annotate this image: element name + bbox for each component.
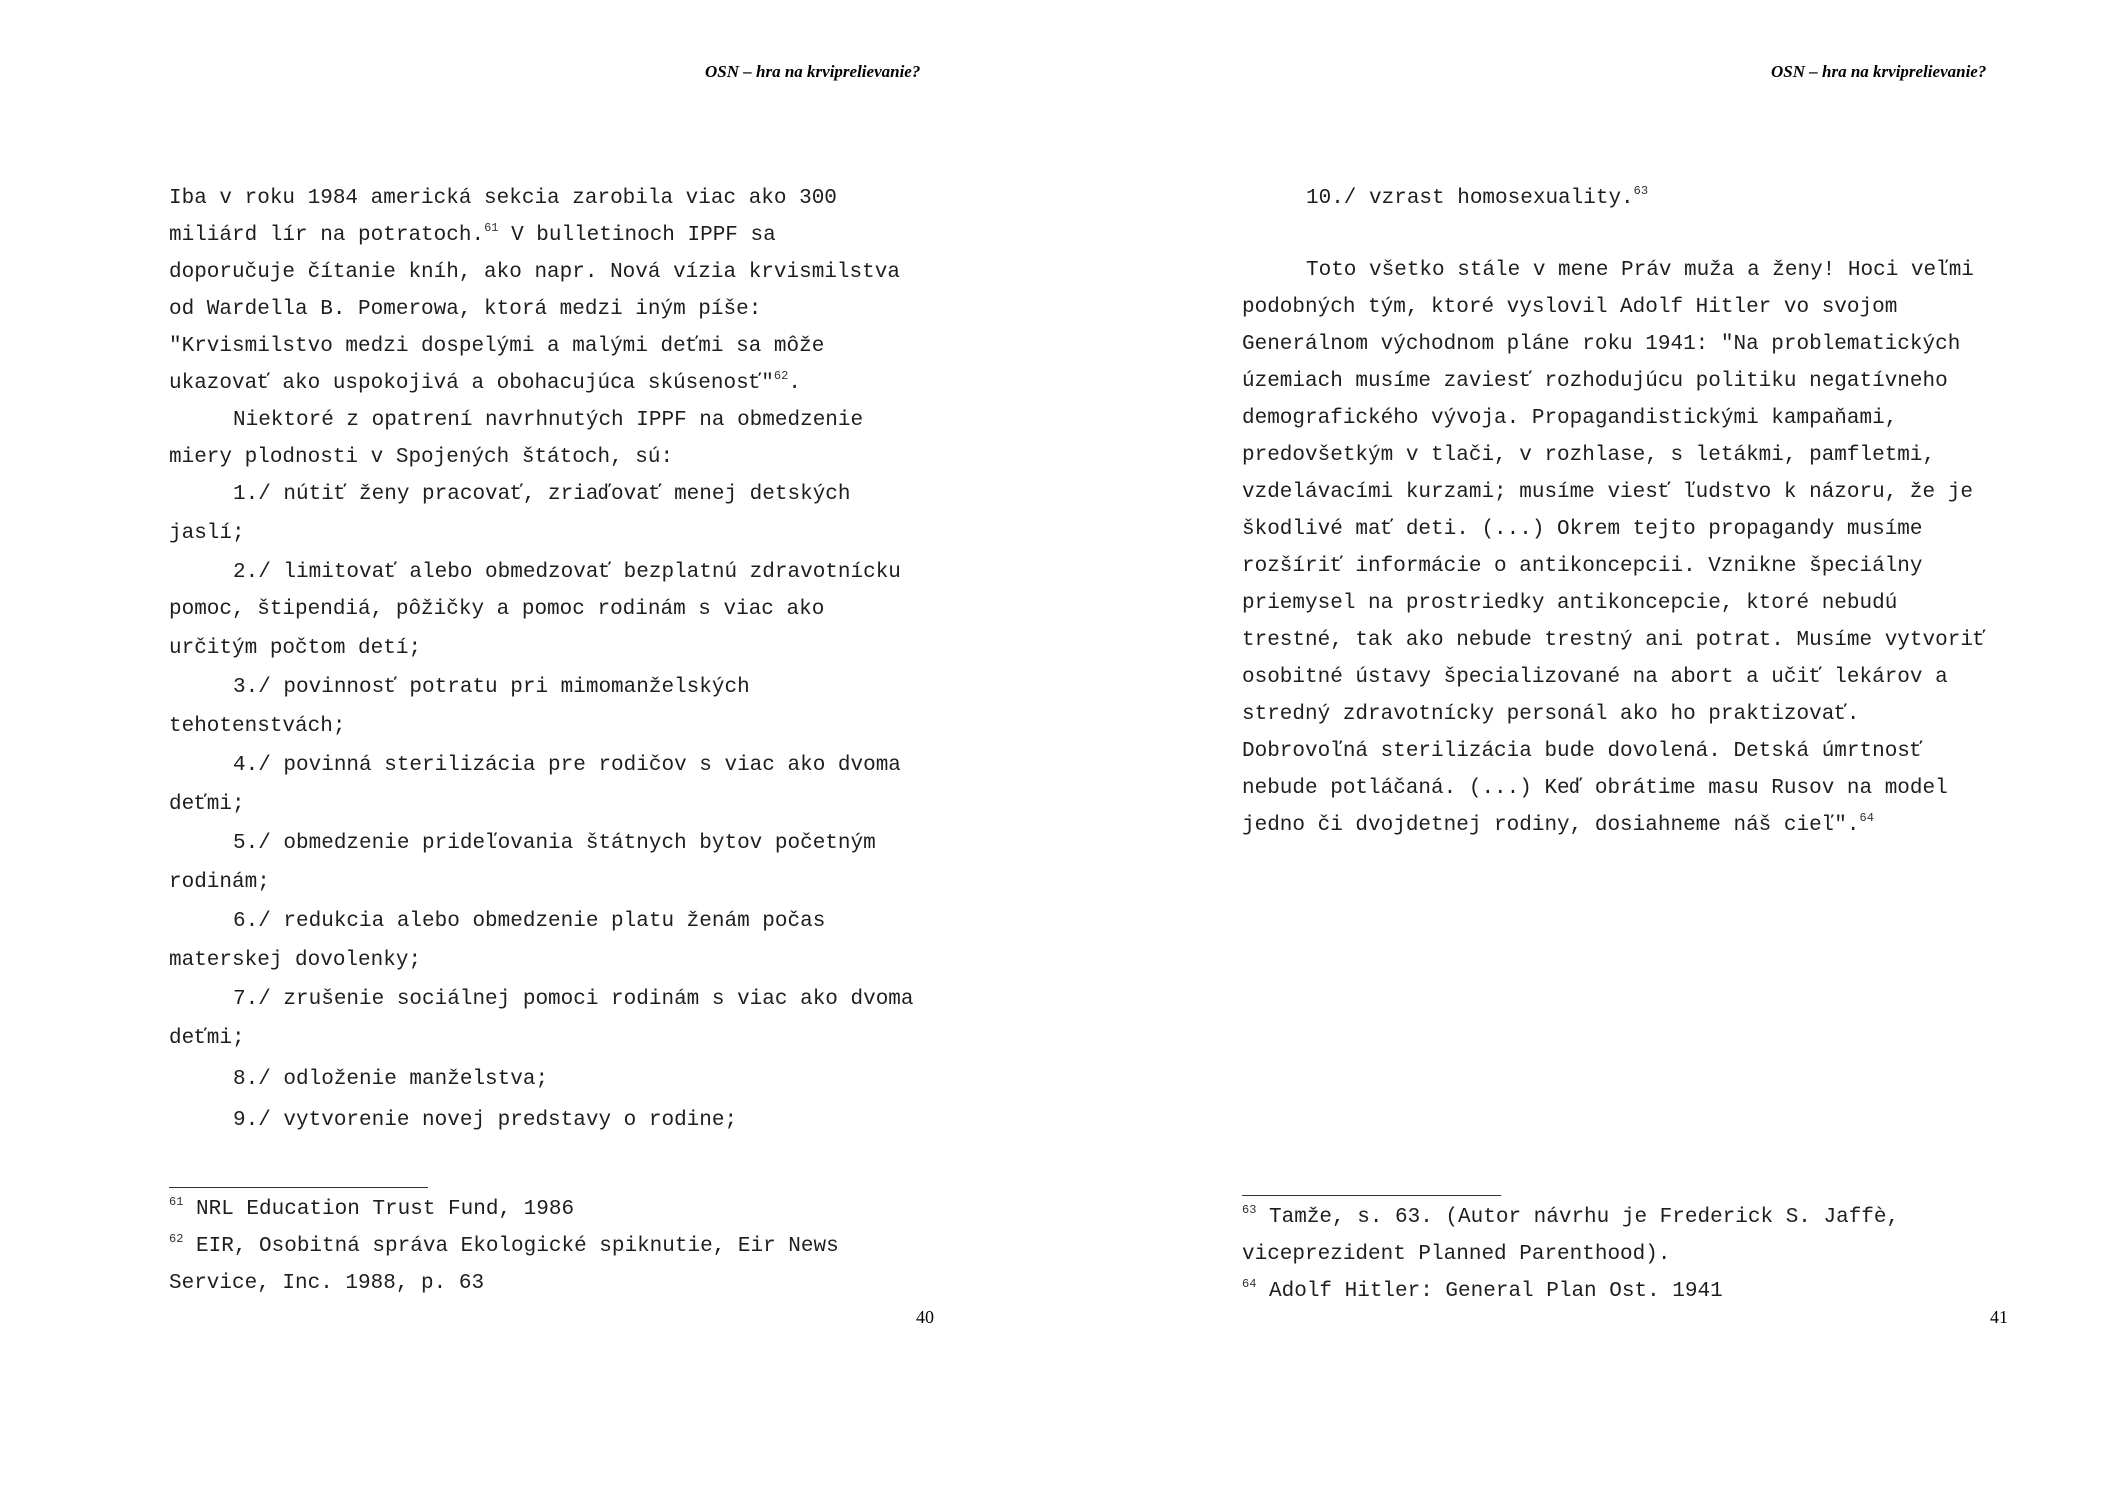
footnote-ref[interactable]: 62 xyxy=(773,369,789,383)
footnote-ref[interactable]: 61 xyxy=(484,221,499,235)
text-line: trestné, tak ako nebude trestný ani potrat. Musíme vytvoriť xyxy=(1242,629,1986,652)
page-number: 40 xyxy=(916,1307,934,1327)
text-line: jedno či dvojdetnej rodiny, dosiahneme náš cieľ".$^{64}$ xyxy=(1242,811,1874,837)
text-line: stredný zdravotnícky personál ako ho praktizovať. xyxy=(1242,703,1860,726)
list-item: 8./ odloženie manželstva; xyxy=(233,1068,549,1091)
body-text xyxy=(1242,180,2042,844)
text-line: rodinám; xyxy=(169,871,270,894)
text-line: osobitné ústavy špecializované na abort a učiť lekárov a xyxy=(1242,666,1948,689)
text-line: priemysel na prostriedky antikoncepcie, ktoré nebudú xyxy=(1242,592,1898,615)
footnote: $^{62}$ EIR, Osobitná správa Ekologické spiknutie, Eir News xyxy=(169,1232,839,1258)
footnote-number: 61 xyxy=(169,1195,184,1209)
footnote: $^{61}$ NRL Education Trust Fund, 1986 xyxy=(169,1195,575,1221)
list-item: 4./ povinná sterilizácia pre rodičov s viac ako dvoma xyxy=(233,754,901,777)
body-text xyxy=(169,180,949,1141)
footnote: $^{64}$ Adolf Hitler: General Plan Ost. 1941 xyxy=(1242,1277,1723,1303)
text-line: od Wardella B. Pomerowa, ktorá medzi iným píše: xyxy=(169,298,762,321)
footnote-ref[interactable]: 63 xyxy=(1633,184,1649,198)
text-line: jaslí; xyxy=(169,522,245,545)
footnote-ref[interactable]: 64 xyxy=(1859,811,1874,825)
text-line: doporučuje čítanie kníh, ako napr. Nová vízia krvismilstva xyxy=(169,261,900,284)
text-line: "Krvismilstvo medzi dospelými a malými deťmi sa môže xyxy=(169,335,825,358)
running-head: OSN – hra na krviprelievanie? xyxy=(1771,62,1987,81)
text-line: deťmi; xyxy=(169,793,245,816)
page-number: 41 xyxy=(1990,1307,2008,1327)
text-line: rozšíriť informácie o antikoncepcii. Vznikne špeciálny xyxy=(1242,555,1923,578)
footnote-divider xyxy=(1242,1195,1501,1196)
text-line: ukazovať ako uspokojivá a obohacujúca skúsenosť"$^{62}$. xyxy=(169,369,801,395)
footnotes xyxy=(1242,1199,2022,1310)
footnotes xyxy=(169,1191,929,1302)
text-line: územiach musíme zaviesť rozhodujúcu politiku negatívneho xyxy=(1242,370,1948,393)
list-item: 9./ vytvorenie novej predstavy o rodine; xyxy=(233,1109,738,1132)
text-line: miery plodnosti v Spojených štátoch, sú: xyxy=(169,446,674,469)
text-line: deťmi; xyxy=(169,1027,245,1050)
text-line: nebude potláčaná. (...) Keď obrátime masu Rusov na model xyxy=(1242,777,1948,800)
footnote-divider xyxy=(169,1187,428,1188)
text-line: Dobrovoľná sterilizácia bude dovolená. Detská úmrtnosť xyxy=(1242,740,1923,763)
paragraph-gap xyxy=(1242,217,2042,252)
list-item: 1./ nútiť ženy pracovať, zriaďovať menej detských xyxy=(233,483,851,506)
list-item: 5./ obmedzenie prideľovania štátnych bytov početným xyxy=(233,832,876,855)
text-line: podobných tým, ktoré vyslovil Adolf Hitler vo svojom xyxy=(1242,296,1898,319)
footnote: $^{63}$ Tamže, s. 63. (Autor návrhu je Frederick S. Jaffè, xyxy=(1242,1203,1900,1229)
footnote: Service, Inc. 1988, p. 63 xyxy=(169,1272,485,1295)
list-item: 10./ vzrast homosexuality.$^{63}$ xyxy=(1306,184,1649,210)
text-line: tehotenstvách; xyxy=(169,715,346,738)
footnote-number: 62 xyxy=(169,1232,184,1246)
text-line: určitým počtom detí; xyxy=(169,637,422,660)
text-line: Niektoré z opatrení navrhnutých IPPF na obmedzenie xyxy=(233,409,864,432)
text-line: Toto všetko stále v mene Práv muža a ženy! Hoci veľmi xyxy=(1306,259,1974,282)
footnote-number: 64 xyxy=(1242,1277,1257,1291)
list-item: 3./ povinnosť potratu pri mimomanželských xyxy=(233,676,750,699)
text-line: miliárd lír na potratoch.$^{61}$ V bulletinoch IPPF sa xyxy=(169,221,776,247)
text-line: škodlivé mať deti. (...) Okrem tejto propagandy musíme xyxy=(1242,518,1923,541)
text-line: pomoc, štipendiá, pôžičky a pomoc rodinám s viac ako xyxy=(169,598,825,621)
running-head: OSN – hra na krviprelievanie? xyxy=(705,62,921,81)
text-line: predovšetkým v tlači, v rozhlase, s letákmi, pamfletmi, xyxy=(1242,444,1936,467)
text-line: materskej dovolenky; xyxy=(169,949,422,972)
text-line: Generálnom východnom pláne roku 1941: "Na problematických xyxy=(1242,333,1961,356)
list-item: 6./ redukcia alebo obmedzenie platu ženám počas xyxy=(233,910,826,933)
footnote: viceprezident Planned Parenthood). xyxy=(1242,1243,1671,1266)
text-line: demografického vývoja. Propagandistickými kampaňami, xyxy=(1242,407,1898,430)
text-line: Iba v roku 1984 americká sekcia zarobila viac ako 300 xyxy=(169,187,837,210)
footnote-number: 63 xyxy=(1242,1203,1257,1217)
text-line: vzdelávacími kurzami; musíme viesť ľudstvo k názoru, že je xyxy=(1242,481,1973,504)
list-item: 7./ zrušenie sociálnej pomoci rodinám s viac ako dvoma xyxy=(233,988,914,1011)
right-page xyxy=(1060,0,2120,1500)
list-item: 2./ limitovať alebo obmedzovať bezplatnú zdravotnícku xyxy=(233,561,901,584)
